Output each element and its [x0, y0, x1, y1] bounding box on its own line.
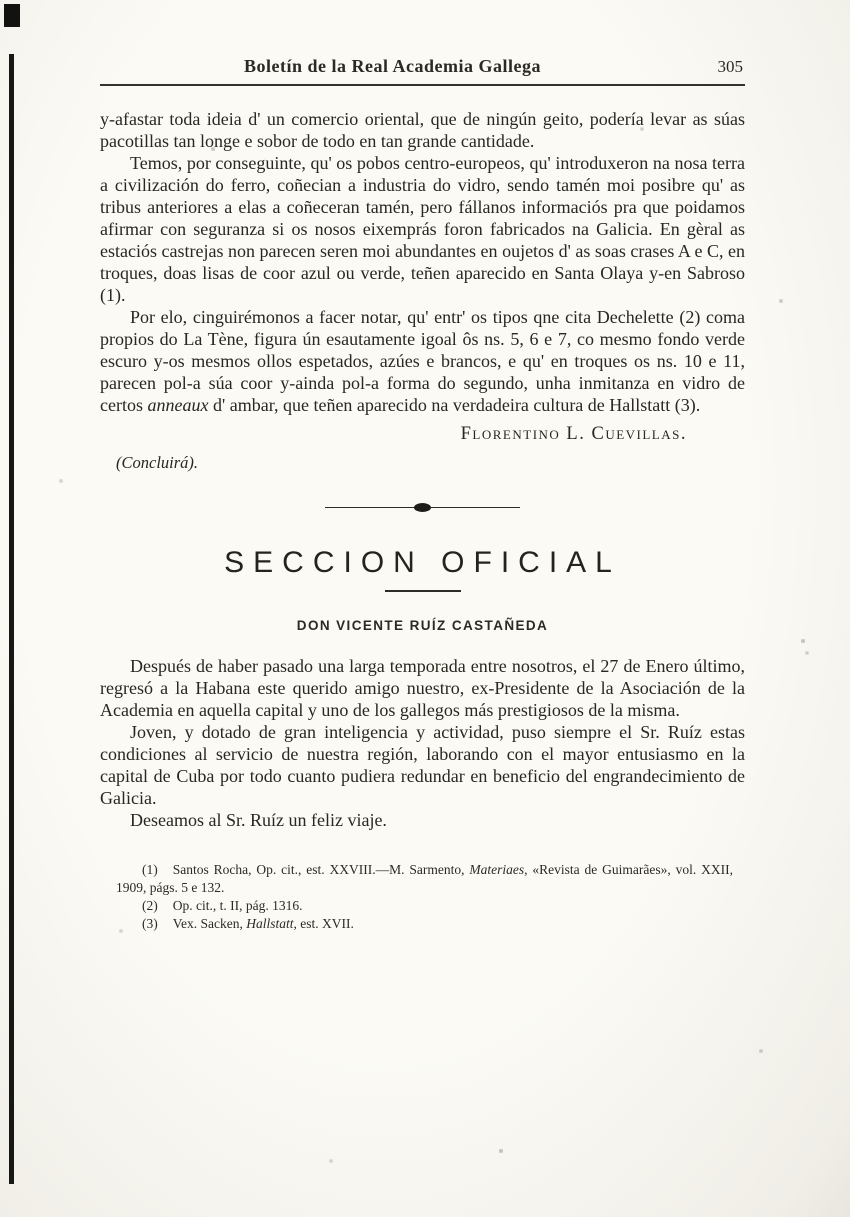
footnote-italic: Hallstatt: [246, 916, 294, 931]
section-subtitle: DON VICENTE RUÍZ CASTAÑEDA: [296, 618, 549, 633]
paragraph-text: d' ambar, que teñen aparecido na verdadeira cultura de Hallstatt (3).: [208, 395, 701, 415]
article-body: [100, 108, 745, 933]
footnote-text: Santos Rocha, Op. cit., est. XXVIII.—M. Sarmento,: [172, 862, 470, 877]
journal-title: Boletín de la Real Academia Gallega: [244, 56, 541, 76]
footnotes-block: [116, 861, 733, 933]
article-paragraph: y-afastar toda ideia d' un comercio oriental, que de ningún geito, podería levar as súas pacotillas tan longe e sobor de todo en tan grande cantidade.: [100, 109, 745, 151]
footnote-1: [116, 861, 733, 897]
article-paragraph: [100, 306, 745, 416]
divider-ornament: [414, 503, 431, 512]
continuation-note: (Concluirá).: [116, 453, 199, 472]
scan-noise-specks: [0, 0, 2, 2]
author-signature: Florentino L. Cuevillas.: [460, 424, 687, 444]
footnote-italic: Materiaes: [469, 862, 525, 877]
page-number: 305: [717, 57, 743, 76]
divider-line-right: [430, 507, 520, 509]
footnote-text: Op. cit., t. II, pág. 1316.: [172, 898, 303, 913]
footnote-marker: (2): [142, 898, 158, 913]
footnote-text: , est. XVII.: [293, 916, 354, 931]
article-paragraph: Temos, por conseguinte, qu' os pobos centro-europeos, qu' introduxeron na nosa terra a civilización do ferro, coñecian a industria do vidro, sendo tamén moi posibre qu' as tribus anteriores a elas a coñeceran tamén, pero fállanos informaciós pra que poidamos afirmar con seguranza si os nosos eixemprás foron fabricados na Galicia. En gèral as estaciós castrejas non parecen seren moi abundantes en oujetos d' as soas crases A e C, en troques, doas lisas de coor azul ou verde, teñen aparecido en Santa Olaya y-en Sabroso (1).: [100, 153, 745, 305]
scan-artifact-corner-mark: [4, 4, 20, 27]
footnote-text: , «Revista de Guimarães», vol. XXII, 1909, págs. 5 e 132.: [116, 862, 733, 895]
footnote-2: [116, 897, 733, 915]
page-header: [100, 56, 745, 80]
section-paragraph: Joven, y dotado de gran inteligencia y actividad, puso siempre el Sr. Ruíz estas condiciones al servicio de nuestra región, laborando con el mayor entusiasmo en la capital de Cuba por todo cuanto pudiera redundar en beneficio del engrandecimiento de Galicia.: [100, 722, 745, 808]
section-paragraph: Después de haber pasado una larga temporada entre nosotros, el 27 de Enero último, regresó a la Habana este querido amigo nuestro, ex-Presidente de la Asociación de la Academia en aquella capital y uno de los gallegos más prestigiosos de la misma.: [100, 656, 745, 720]
scan-artifact-left-bar: [9, 54, 14, 1184]
footnote-3: [116, 915, 733, 933]
section-title: SECCION OFICIAL: [224, 546, 621, 579]
italic-term: anneaux: [147, 395, 209, 415]
section-body: [100, 655, 745, 831]
section-title-rule: [385, 590, 461, 592]
footnote-marker: (1): [142, 862, 158, 877]
paragraph-text: Por elo, cinguirémonos a facer notar, qu' entr' os tipos qne cita Dechelette (2) coma propios do La Tène, figura ún esautamente igoal ôs ns. 5, 6 e 7, co mesmo fondo verde escuro y-os mesmos ollos espetados, azúes e brancos, e qu' en troques os ns. 10 e 11, parecen pol-a súa coor y-ainda pol-a forma do segundo, unha inmitanza en vidro de certos: [100, 307, 745, 415]
divider-line-left: [325, 507, 415, 509]
footnote-text: Vex. Sacken,: [172, 916, 247, 931]
section-divider: [325, 503, 520, 512]
section-paragraph: Deseamos al Sr. Ruíz un feliz viaje.: [130, 810, 387, 830]
footnote-marker: (3): [142, 916, 158, 931]
header-rule: [100, 84, 745, 86]
